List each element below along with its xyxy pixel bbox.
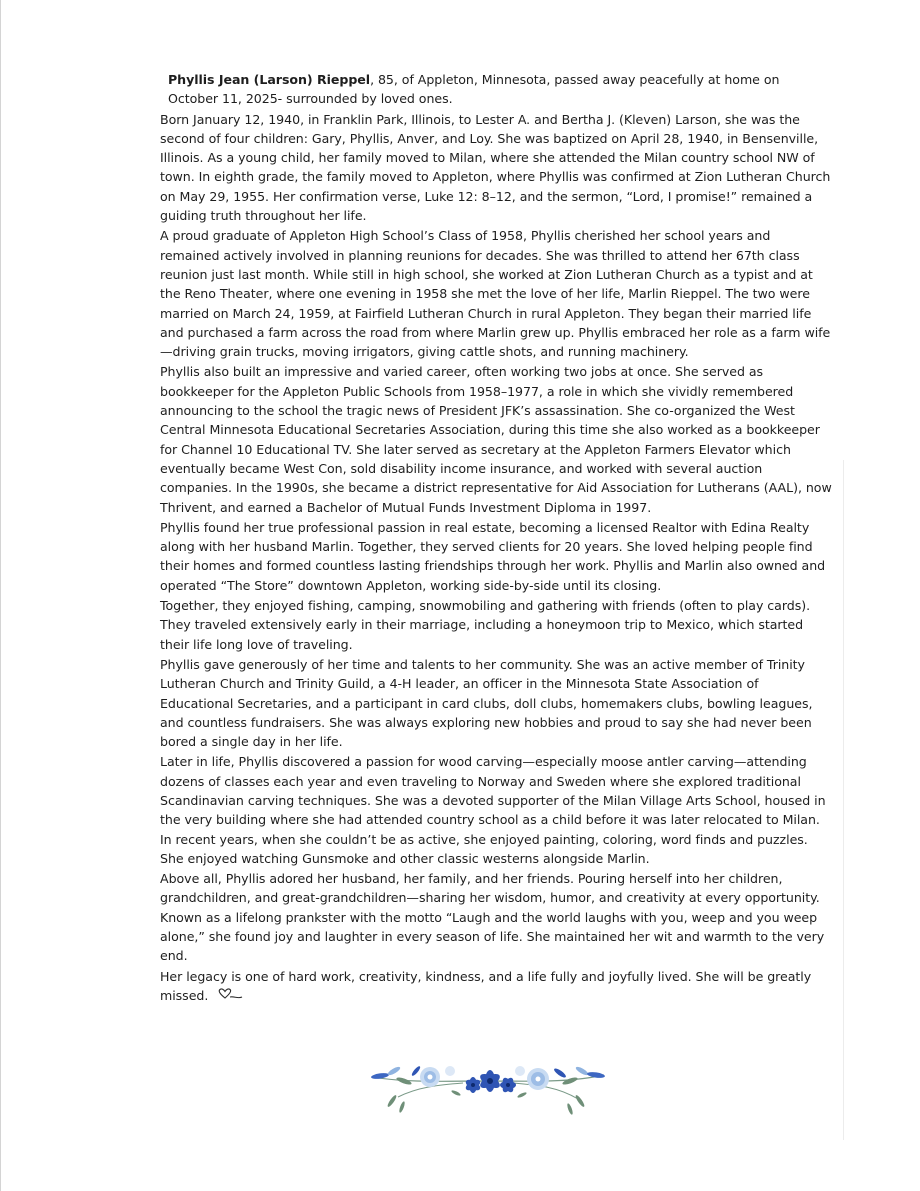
paragraph-hobbies: Together, they enjoyed fishing, camping, snowmobiling and gathering with friends (often to play cards). They traveled extensively early in their marriage, including a honeymoon trip to Mexico, which started their life long love of traveling. <box>160 598 811 652</box>
paragraph-early-life: Born January 12, 1940, in Franklin Park, Illinois, to Lester A. and Bertha J. (Kleven) Larson, she was the second of four children: Gary, Phyllis, Anver, and Loy. She was baptized on April 28, 1940, in Bensenville, Illinois. As a young child, her family moved to Milan, where she attended the Milan country school NW of town. In eighth grade, the family moved to Appleton, where Phyllis was confirmed at Zion Lutheran Church on May 29, 1955. Her confirmation verse, Luke 12: 8–12, and the sermon, “Lord, I promise!” remained a guiding truth throughout her life. <box>160 111 831 224</box>
obituary-text <box>160 70 832 1007</box>
paragraph-closing <box>160 967 832 1006</box>
intro-text: , 85, of Appleton, Minnesota, passed away peacefully at home on October 11, 2025- surrounded by loved ones. <box>168 72 780 107</box>
paragraph-career: Phyllis also built an impressive and varied career, often working two jobs at once. She served as bookkeeper for the Appleton Public Schools from 1958–1977, a role in which she vividly remembered announcing to the school the tragic news of President JFK’s assassination. She co-organized the West Central Minnesota Educational Secretaries Association, during this time she also worked as a bookkeeper for Channel 10 Educational TV. She later served as secretary at the Appleton Farmers Elevator which eventually became West Con, sold disability income insurance, and worked with several auction companies. In the 1990s, she became a district representative for Aid Association for Lutherans (AAL), now Thrivent, and earned a Bachelor of Mutual Funds Investment Diploma in 1997. <box>160 364 832 515</box>
blue-floral-garland <box>368 1057 608 1119</box>
closing-text: Her legacy is one of hard work, creativity, kindness, and a life fully and joyfully lived. She will be greatly missed. <box>160 968 812 1003</box>
page-left-border <box>0 0 1 1191</box>
obituary-intro <box>160 70 832 109</box>
deceased-name: Phyllis Jean (Larson) Rieppel <box>168 72 371 87</box>
hand-drawn-heart-icon <box>216 987 246 1006</box>
paragraph-real-estate: Phyllis found her true professional passion in real estate, becoming a licensed Realtor with Edina Realty along with her husband Marlin. Together, they served clients for 20 years. She loved helping people find their homes and formed countless lasting friendships through her work. Phyllis and Marlin also owned and operated “The Store” downtown Appleton, working side-by-side until its closing. <box>160 519 826 593</box>
paragraph-wood-carving: Later in life, Phyllis discovered a passion for wood carving—especially moose antler carving—attending dozens of classes each year and even traveling to Norway and Sweden where she explored traditional Scandinavian carving techniques. She was a devoted supporter of the Milan Village Arts School, housed in the very building where she had attended country school as a child before it was later relocated to Milan. In recent years, when she couldn’t be as active, she enjoyed painting, coloring, word finds and puzzles. She enjoyed watching Gunsmoke and other classic westerns alongside Marlin. <box>160 754 826 866</box>
paragraph-marriage: A proud graduate of Appleton High School’s Class of 1958, Phyllis cherished her school years and remained actively involved in planning reunions for decades. She was thrilled to attend her 67th class reunion just last month. While still in high school, she worked at Zion Lutheran Church as a typist and at the Reno Theater, where one evening in 1958 she met the love of her life, Marlin Rieppel. The two were married on March 24, 1959, at Fairfield Lutheran Church in rural Appleton. They began their married life and purchased a farm across the road from where Marlin grew up. Phyllis embraced her role as a farm wife—driving grain trucks, moving irrigators, giving cattle shots, and running machinery. <box>160 228 831 360</box>
paragraph-community: Phyllis gave generously of her time and talents to her community. She was an active member of Trinity Lutheran Church and Trinity Guild, a 4-H leader, an officer in the Minnesota State Association of Educational Secretaries, and a participant in card clubs, doll clubs, homemakers clubs, bowling leagues, and countless fundraisers. She was always exploring new hobbies and proud to say she had never been bored a single day in her life. <box>160 656 813 750</box>
paragraph-family: Above all, Phyllis adored her husband, her family, and her friends. Pouring herself into her children, grandchildren, and great-grandchildren—sharing her wisdom, humor, and creativity at every opportunity. Known as a lifelong prankster with the motto “Laugh and the world laughs with you, weep and you weep alone,” she found joy and laughter in every season of life. She maintained her wit and warmth to the very end. <box>160 871 825 964</box>
scan-artifact-line <box>843 460 844 1140</box>
